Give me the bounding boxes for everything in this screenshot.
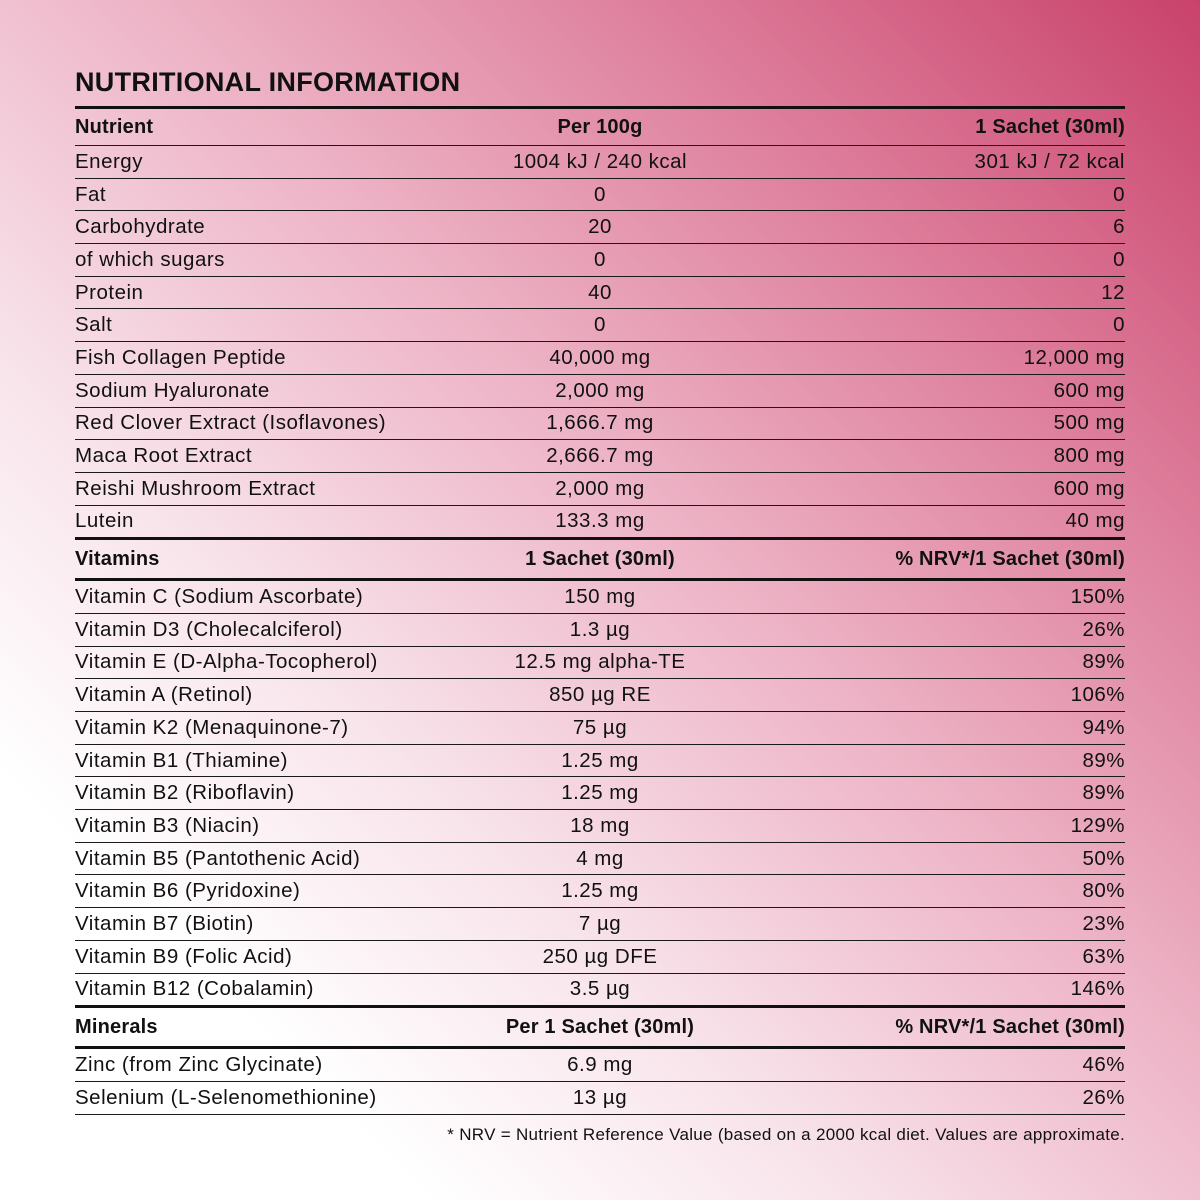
vitamins-header-cell: 1 Sachet (30ml) xyxy=(525,547,675,570)
row-value: 7 µg xyxy=(578,911,622,935)
table-row xyxy=(75,810,1125,843)
row-value: 6 xyxy=(1113,215,1125,239)
row-value: 40,000 mg xyxy=(549,345,651,369)
table-row xyxy=(75,1082,1125,1115)
row-value: 600 mg xyxy=(1053,476,1125,500)
table-row xyxy=(75,179,1125,212)
row-value: 80% xyxy=(1082,879,1125,903)
row-value: 1,666.7 mg xyxy=(546,411,654,435)
nutrients-header-cell: Per 100g xyxy=(557,115,643,138)
table-row xyxy=(75,908,1125,941)
row-value: 250 µg DFE xyxy=(542,944,658,968)
table-row xyxy=(75,679,1125,712)
row-value: 301 kJ / 72 kcal xyxy=(974,149,1125,173)
table-row xyxy=(75,843,1125,876)
row-label: Vitamin C (Sodium Ascorbate) xyxy=(75,585,364,609)
row-value: 75 µg xyxy=(572,715,628,739)
table-row xyxy=(75,712,1125,745)
row-label: Red Clover Extract (Isoflavones) xyxy=(75,411,387,435)
table-row xyxy=(75,375,1125,408)
row-value: 0 xyxy=(594,182,606,206)
row-label: Vitamin B12 (Cobalamin) xyxy=(75,977,315,1001)
row-value: 4 mg xyxy=(576,846,624,870)
table-row xyxy=(75,614,1125,647)
footnote: * NRV = Nutrient Reference Value (based on a 2000 kcal diet. Values are approximate. xyxy=(447,1124,1125,1144)
row-label: Maca Root Extract xyxy=(75,444,253,468)
row-value: 0 xyxy=(1113,182,1125,206)
table-row xyxy=(75,473,1125,506)
row-label: Vitamin D3 (Cholecalciferol) xyxy=(75,617,343,641)
row-label: Carbohydrate xyxy=(75,215,206,239)
vitamins-header-cell: % NRV*/1 Sachet (30ml) xyxy=(895,547,1125,570)
row-value: 94% xyxy=(1082,715,1125,739)
row-label: Vitamin B9 (Folic Acid) xyxy=(75,944,293,968)
row-value: 0 xyxy=(594,313,606,337)
row-label: Vitamin B7 (Biotin) xyxy=(75,911,254,935)
row-value: 40 xyxy=(588,280,612,304)
row-value: 0 xyxy=(594,247,606,271)
row-value: 50% xyxy=(1082,846,1125,870)
table-row xyxy=(75,506,1125,541)
minerals-header-row xyxy=(75,1008,1125,1049)
table-row xyxy=(75,777,1125,810)
row-label: of which sugars xyxy=(75,247,225,271)
table-row xyxy=(75,875,1125,908)
row-label: Energy xyxy=(75,149,143,173)
minerals-header-cell: % NRV*/1 Sachet (30ml) xyxy=(895,1015,1125,1038)
row-label: Vitamin B2 (Riboflavin) xyxy=(75,781,295,805)
row-value: 150% xyxy=(1070,585,1125,609)
row-value: 89% xyxy=(1082,650,1125,674)
row-value: 600 mg xyxy=(1053,378,1125,402)
row-value: 12.5 mg alpha-TE xyxy=(514,650,686,674)
table-row xyxy=(75,440,1125,473)
row-value: 1004 kJ / 240 kcal xyxy=(512,149,688,173)
row-value: 1.3 µg xyxy=(569,617,631,641)
row-value: 26% xyxy=(1082,617,1125,641)
row-value: 12 xyxy=(1101,280,1125,304)
row-value: 1.25 mg xyxy=(561,879,639,903)
row-value: 6.9 mg xyxy=(567,1053,633,1077)
row-label: Vitamin E (D-Alpha-Tocopherol) xyxy=(75,650,378,674)
table-row xyxy=(75,581,1125,614)
row-value: 129% xyxy=(1070,813,1125,837)
row-value: 1.25 mg xyxy=(561,781,639,805)
row-value: 89% xyxy=(1082,748,1125,772)
row-value: 20 xyxy=(588,215,612,239)
table-row xyxy=(75,408,1125,441)
row-value: 26% xyxy=(1082,1085,1125,1109)
row-label: Lutein xyxy=(75,509,134,533)
row-value: 800 mg xyxy=(1053,444,1125,468)
row-label: Reishi Mushroom Extract xyxy=(75,476,316,500)
row-label: Vitamin B6 (Pyridoxine) xyxy=(75,879,301,903)
row-label: Salt xyxy=(75,313,113,337)
row-value: 0 xyxy=(1113,247,1125,271)
table-row xyxy=(75,1049,1125,1082)
vitamins-header-row xyxy=(75,540,1125,581)
row-label: Selenium (L-Selenomethionine) xyxy=(75,1085,377,1109)
row-label: Protein xyxy=(75,280,144,304)
page-title: NUTRITIONAL INFORMATION xyxy=(75,67,461,97)
row-label: Zinc (from Zinc Glycinate) xyxy=(75,1053,323,1077)
row-label: Fish Collagen Peptide xyxy=(75,345,287,369)
table-row xyxy=(75,146,1125,179)
table-row xyxy=(75,244,1125,277)
nutrition-table xyxy=(75,109,1125,1115)
row-value: 63% xyxy=(1082,944,1125,968)
row-value: 2,000 mg xyxy=(555,476,645,500)
row-label: Vitamin B3 (Niacin) xyxy=(75,813,260,837)
table-row xyxy=(75,211,1125,244)
row-value: 18 mg xyxy=(570,813,630,837)
row-label: Vitamin K2 (Menaquinone-7) xyxy=(75,715,349,739)
row-label: Vitamin B5 (Pantothenic Acid) xyxy=(75,846,361,870)
row-value: 89% xyxy=(1082,781,1125,805)
row-value: 3.5 µg xyxy=(569,977,631,1001)
row-value: 146% xyxy=(1070,977,1125,1001)
row-value: 13 µg xyxy=(572,1085,628,1109)
row-label: Vitamin A (Retinol) xyxy=(75,683,253,707)
row-value: 2,666.7 mg xyxy=(546,444,654,468)
vitamins-header-cell: Vitamins xyxy=(75,547,160,570)
nutrients-header-row xyxy=(75,109,1125,146)
row-label: Fat xyxy=(75,182,107,206)
row-value: 1.25 mg xyxy=(561,748,639,772)
row-value: 40 mg xyxy=(1065,509,1125,533)
row-value: 0 xyxy=(1113,313,1125,337)
row-value: 12,000 mg xyxy=(1023,345,1125,369)
row-value: 133.3 mg xyxy=(555,509,645,533)
table-row xyxy=(75,974,1125,1009)
row-value: 2,000 mg xyxy=(555,378,645,402)
row-value: 23% xyxy=(1082,911,1125,935)
table-row xyxy=(75,277,1125,310)
row-label: Sodium Hyaluronate xyxy=(75,378,270,402)
table-row xyxy=(75,309,1125,342)
row-value: 46% xyxy=(1082,1053,1125,1077)
row-value: 500 mg xyxy=(1053,411,1125,435)
table-row xyxy=(75,745,1125,778)
table-row xyxy=(75,647,1125,680)
nutrition-panel xyxy=(75,60,1125,1145)
nutrients-header-cell: Nutrient xyxy=(75,115,154,138)
table-row xyxy=(75,342,1125,375)
minerals-header-cell: Minerals xyxy=(75,1015,158,1038)
minerals-header-cell: Per 1 Sachet (30ml) xyxy=(505,1015,695,1038)
row-label: Vitamin B1 (Thiamine) xyxy=(75,748,288,772)
row-value: 850 µg RE xyxy=(549,683,651,707)
table-row xyxy=(75,941,1125,974)
nutrients-header-cell: 1 Sachet (30ml) xyxy=(975,115,1125,138)
row-value: 106% xyxy=(1070,683,1125,707)
row-value: 150 mg xyxy=(564,585,636,609)
